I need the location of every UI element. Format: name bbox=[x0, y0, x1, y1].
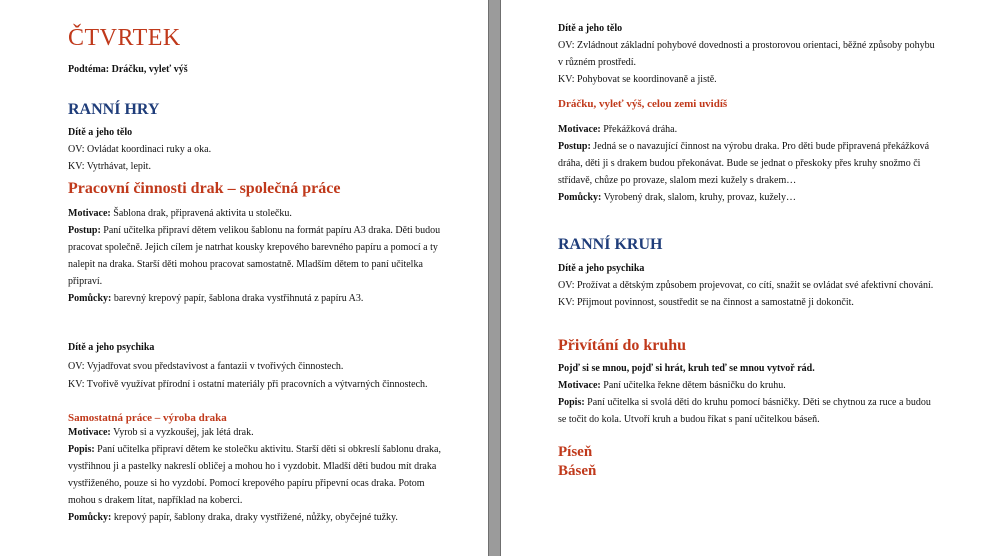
area-label: Dítě a jeho tělo bbox=[68, 127, 133, 138]
area-label: Dítě a jeho psychika bbox=[558, 263, 645, 274]
poem-heading: Báseň bbox=[558, 463, 597, 479]
morning-circle-heading: RANNÍ KRUH bbox=[558, 236, 663, 253]
day-title: ČTVRTEK bbox=[68, 25, 181, 51]
tools-label: Pomůcky: bbox=[558, 192, 602, 203]
procedure-text: Jedná se o navazující činnost na výrobu draka. Pro děti bude připravená překážková bbox=[590, 141, 930, 152]
description-line bbox=[68, 441, 448, 458]
procedure-label: Postup: bbox=[68, 225, 101, 236]
motivation-label: Motivace: bbox=[68, 208, 111, 219]
tools-line bbox=[68, 509, 448, 526]
tools-label: Pomůcky: bbox=[68, 293, 112, 304]
motivation-line bbox=[558, 377, 946, 394]
tools-line bbox=[68, 290, 448, 307]
kv-line: KV: Přijmout povinnost, soustředit se na činnost a samostatně ji dokončit. bbox=[558, 297, 854, 308]
page-gutter bbox=[489, 0, 500, 556]
kv-line: KV: Tvořivě využívat přírodní i ostatní materiály při pracovních a výtvarných činnostech. bbox=[68, 379, 428, 390]
tools-line bbox=[558, 189, 946, 206]
description-line bbox=[558, 394, 946, 411]
description-line: mohou s drakem lítat, například na koberci. bbox=[68, 495, 243, 506]
motivation-text: Šablona drak, připravená aktivita u stolečku. bbox=[110, 208, 292, 219]
ov-line: OV: Ovládat koordinaci ruky a oka. bbox=[68, 144, 212, 155]
description-label: Popis: bbox=[558, 397, 585, 408]
kv-line: KV: Vytrhávat, lepit. bbox=[68, 161, 151, 172]
procedure-line bbox=[558, 138, 946, 155]
solo-work-heading: Samostatná práce – výroba draka bbox=[68, 412, 227, 424]
document-page-left bbox=[0, 0, 489, 556]
motivation-line bbox=[558, 121, 946, 138]
song-heading: Píseň bbox=[558, 444, 593, 460]
tools-label: Pomůcky: bbox=[68, 512, 112, 523]
procedure-line bbox=[68, 222, 448, 239]
area-label: Dítě a jeho tělo bbox=[558, 23, 623, 34]
ov-line: v různém prostředí. bbox=[558, 57, 637, 68]
kv-line: KV: Pohybovat se koordinovaně a jistě. bbox=[558, 74, 717, 85]
procedure-line: připraví. bbox=[68, 276, 103, 287]
procedure-text: Paní učitelka připraví dětem velikou šablonu na formát papíru A3 draka. Děti budou bbox=[100, 225, 441, 236]
document-page-right bbox=[500, 0, 986, 556]
motivation-text: Paní učitelka řekne dětem básničku do kruhu. bbox=[600, 380, 786, 391]
procedure-line: dráha, děti ji s drakem budou překonávat. Bude se jednat o přeskoky přes kruhy snožmo či bbox=[558, 158, 921, 169]
rhyme-line: Pojď si se mnou, pojď si hrát, kruh teď se mnou vytvoř rád. bbox=[558, 363, 815, 374]
area-label: Dítě a jeho psychika bbox=[68, 342, 155, 353]
tools-text: Vyrobený drak, slalom, kruhy, provaz, kužely… bbox=[601, 192, 797, 203]
description-line: vystřihnou ji a pastelky nakreslí obličej a mohou ho i vyzdobit. Mladší děti budou mít draka bbox=[68, 461, 437, 472]
motivation-text: Překážková dráha. bbox=[600, 124, 678, 135]
procedure-line: nalepit na draka. Starší děti mohou pracovat samostatně. Mladším dětem to paní učitelka bbox=[68, 259, 423, 270]
motivation-label: Motivace: bbox=[558, 124, 601, 135]
motivation-line bbox=[68, 424, 448, 441]
morning-games-heading: RANNÍ HRY bbox=[68, 101, 160, 118]
description-label: Popis: bbox=[68, 444, 95, 455]
procedure-line: pracovat společně. Jejich cílem je natrhat kousky krepového barevného papíru a pomocí a ty bbox=[68, 242, 438, 253]
welcome-heading: Přivítání do kruhu bbox=[558, 337, 687, 354]
ov-line: OV: Zvládnout základní pohybové dovednosti a prostorovou orientaci, běžné způsoby pohybu bbox=[558, 40, 935, 51]
description-line: vystřiženého, pouze si ho vyzdobí. Pomocí krepového papíru připevní ocas draka. Potom bbox=[68, 478, 425, 489]
subtopic: Podtéma: Dráčku, vyleť výš bbox=[68, 64, 188, 75]
tools-text: krepový papír, šablony draka, draky vystřižené, nůžky, obyčejné tužky. bbox=[111, 512, 398, 523]
procedure-line: střídavě, chůze po provaze, slalom mezi kužely s drakem… bbox=[558, 175, 797, 186]
motivation-label: Motivace: bbox=[68, 427, 111, 438]
ov-line: OV: Vyjadřovat svou představivost a fantazii v tvořivých činnostech. bbox=[68, 361, 344, 372]
fly-heading: Dráčku, vyleť výš, celou zemi uvidíš bbox=[558, 98, 728, 110]
description-line: se točit do kola. Utvoří kruh a budou říkat s paní učitelkou báseň. bbox=[558, 414, 820, 425]
procedure-label: Postup: bbox=[558, 141, 591, 152]
description-text: Paní učitelka připraví dětem ke stolečku aktivitu. Starší děti si obkreslí šablonu draka, bbox=[94, 444, 441, 455]
motivation-line bbox=[68, 205, 448, 222]
ov-line: OV: Prožívat a dětským způsobem projevovat, co cítí, snažit se ovládat své afektivní chování. bbox=[558, 280, 934, 291]
motivation-label: Motivace: bbox=[558, 380, 601, 391]
description-text: Paní učitelka si svolá děti do kruhu pomocí básničky. Děti se chytnou za ruce a budou bbox=[584, 397, 931, 408]
work-heading: Pracovní činnosti drak – společná práce bbox=[68, 180, 341, 197]
tools-text: barevný krepový papír, šablona draka vystřihnutá z papíru A3. bbox=[111, 293, 364, 304]
motivation-text: Vyrob si a vyzkoušej, jak létá drak. bbox=[110, 427, 254, 438]
